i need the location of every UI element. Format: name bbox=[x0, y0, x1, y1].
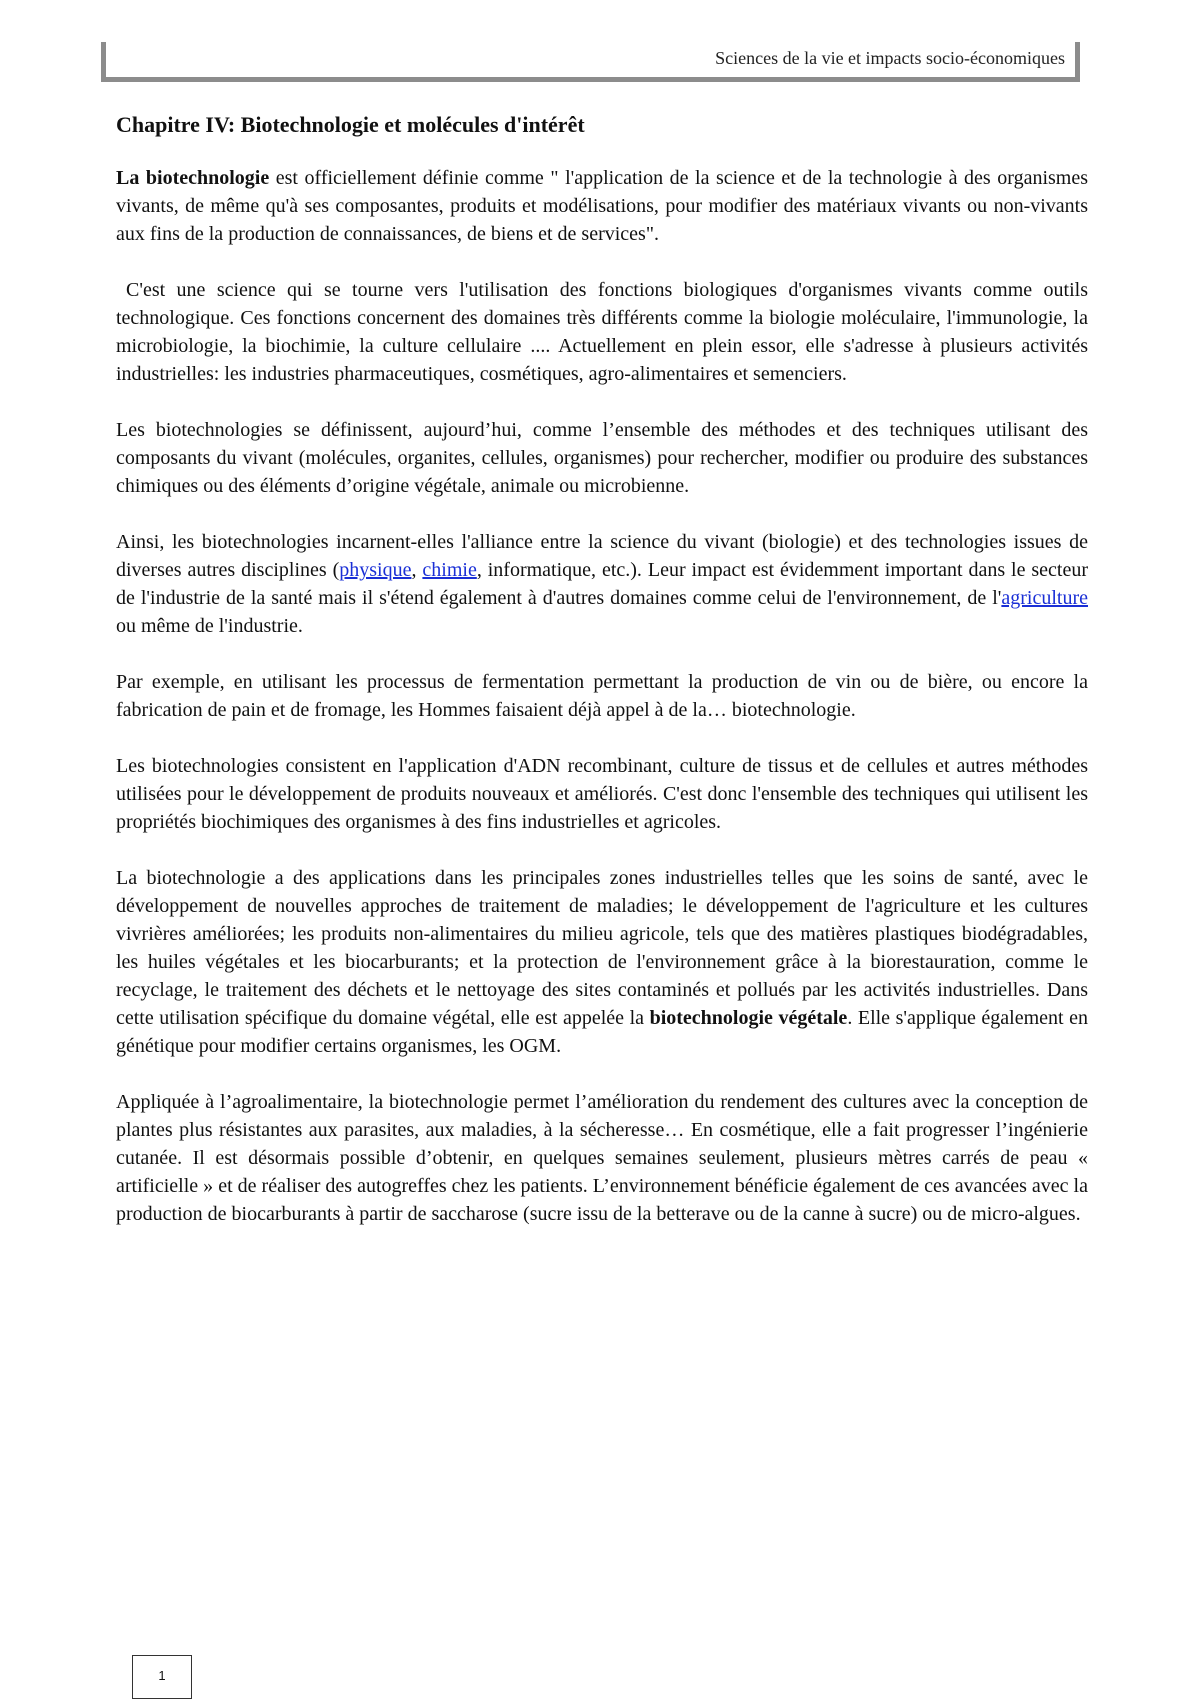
chapter-title: Chapitre IV: Biotechnologie et molécules d'intérêt bbox=[116, 112, 585, 137]
link-chimie[interactable]: chimie bbox=[422, 559, 477, 581]
paragraph-text: est officiellement définie comme " l'application de la science et de la technologie à des organismes vivants, de même qu'à ses composantes, produits et modélisations, pour modifier des matériaux vivants ou non-vivants aux fins de la production de connaissances, de biens et de services". bbox=[116, 167, 1088, 245]
paragraph-example bbox=[116, 668, 1088, 724]
paragraph-text: , informatique, etc.). Leur impact est évidemment important dans le secteur de l'industrie de la santé mais il s'étend également à d'autres domaines comme celui de l'environnement, de l' bbox=[116, 559, 1089, 609]
bold-term-biotechnologie-vegetale: biotechnologie végétale bbox=[649, 1007, 848, 1029]
page-number bbox=[132, 1655, 192, 1699]
paragraph-science bbox=[116, 276, 1088, 388]
document-body bbox=[116, 110, 1088, 1256]
paragraph-adn bbox=[116, 752, 1088, 836]
page-number-label: 1 bbox=[158, 1668, 166, 1683]
paragraph-text: La biotechnologie a des applications dans les principales zones industrielles telles que les soins de santé, avec le développement de nouvelles approches de traitement de maladies; le développement de l'agriculture et les cultures vivrières améliorées; les produits non-alimentaires du milieu agricole, tels que des matières plastiques biodégradables, les huiles végétales et les biocarburants; et la protection de l'environnement grâce à la biorestauration, comme le recyclage, le traitement des déchets et le nettoyage des sites contaminés et pollués par les activités industrielles. Dans cette utilisation spécifique du domaine végétal, elle est appelée la bbox=[116, 867, 1088, 1029]
running-title: Sciences de la vie et impacts socio-économiques bbox=[715, 48, 1065, 68]
page-header bbox=[101, 42, 1080, 82]
link-agriculture[interactable]: agriculture bbox=[1001, 587, 1088, 609]
paragraph-text: Ainsi, les biotechnologies incarnent-elles l'alliance entre la science du vivant (biologie) et des technologies issues de diverses autres disciplines ( bbox=[116, 531, 1088, 581]
paragraph-text: ou même de l'industrie. bbox=[116, 615, 303, 637]
paragraph-text: Par exemple, en utilisant les processus de fermentation permettant la production de vin ou de bière, ou encore la fabrication de pain et de fromage, les Hommes faisaient déjà appel à de la… biotechnologie. bbox=[116, 671, 1088, 721]
paragraph-text: C'est une science qui se tourne vers l'utilisation des fonctions biologiques d'organismes vivants comme outils technologique. Ces fonctions concernent des domaines très différents comme la biologie moléculaire, l'immunologie, la microbiologie, la biochimie, la culture cellulaire .... Actuellement en plein essor, elle s'adresse à plusieurs activités industrielles: les industries pharmaceutiques, cosmétiques, agro-alimentaires et semenciers. bbox=[116, 279, 1088, 385]
paragraph-alliance bbox=[116, 528, 1088, 640]
paragraph-text: . Elle s'applique également en génétique pour modifier certains organismes, les OGM. bbox=[116, 1007, 1089, 1057]
paragraph-text: Les biotechnologies se définissent, aujourd’hui, comme l’ensemble des méthodes et des techniques utilisant des composants du vivant (molécules, organites, cellules, organismes) pour rechercher, modifier ou produire des substances chimiques ou des éléments d’origine végétale, animale ou microbienne. bbox=[116, 419, 1088, 497]
link-physique[interactable]: physique bbox=[339, 559, 412, 581]
separator-text: , bbox=[411, 559, 423, 581]
bold-term-biotechnologie: La biotechnologie bbox=[116, 167, 270, 189]
paragraph-agroalimentaire bbox=[116, 1088, 1088, 1228]
paragraph-text: Les biotechnologies consistent en l'application d'ADN recombinant, culture de tissus et de cellules et autres méthodes utilisées pour le développement de produits nouveaux et améliorés. C'est donc l'ensemble des techniques qui utilisent les propriétés biochimiques des organismes à des fins industrielles et agricoles. bbox=[116, 755, 1088, 833]
paragraph-applications bbox=[116, 864, 1088, 1060]
paragraph-text: Appliquée à l’agroalimentaire, la biotechnologie permet l’amélioration du rendement des cultures avec la conception de plantes plus résistantes aux parasites, aux maladies, à la sécheresse… En cosmétique, elle a fait progresser l’ingénierie cutanée. Il est désormais possible d’obtenir, en quelques semaines seulement, plusieurs mètres carrés de peau « artificielle » et de réaliser des autogreffes chez les patients. L’environnement bénéficie également de ces avancées avec la production de biocarburants à partir de saccharose (sucre issu de la betterave ou de la canne à sucre) ou de micro-algues. bbox=[116, 1091, 1088, 1225]
paragraph-methods bbox=[116, 416, 1088, 500]
paragraph-definition bbox=[116, 164, 1088, 248]
